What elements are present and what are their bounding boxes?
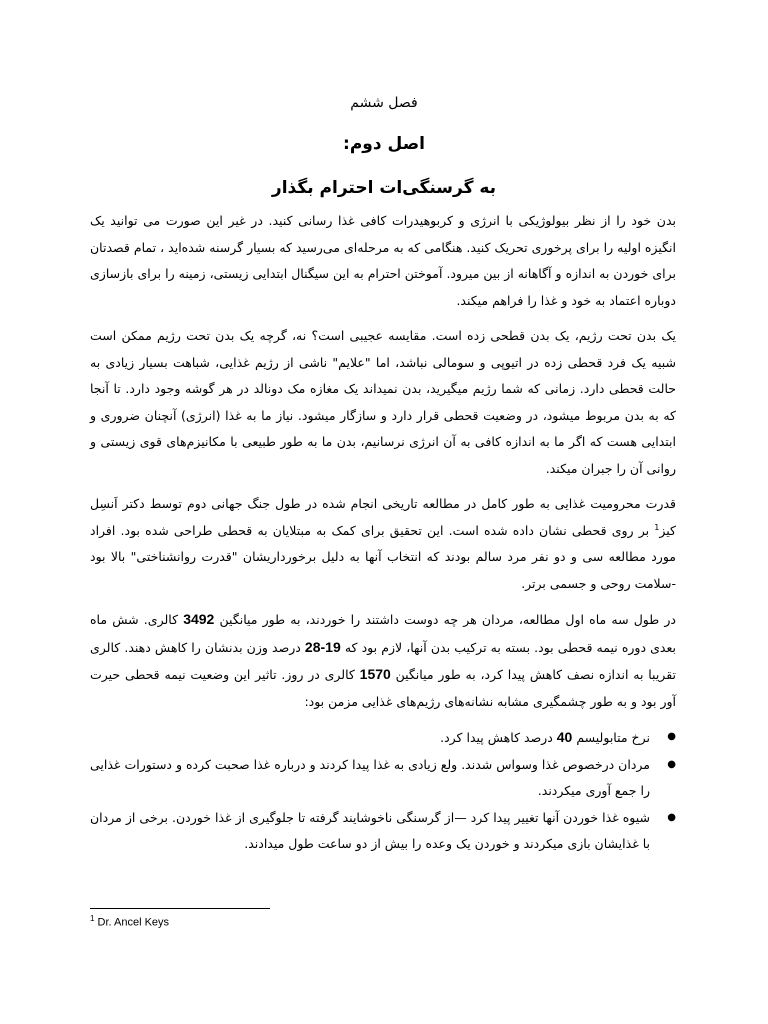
footnote-text: Dr. Ancel Keys bbox=[94, 916, 170, 929]
metabolism-decrease-value: 40 bbox=[556, 729, 573, 745]
body-text bbox=[90, 208, 676, 858]
paragraph-4-text-b: کالری. شش ماه بعدی دوره نیمه قحطی بود. بسته به ترکیب بدن آنها، لازم بود که bbox=[90, 612, 676, 655]
paragraph-4-text-a: در طول سه ماه اول مطالعه، مردان هر چه دوست داشتند را خوردند، به طور میانگین bbox=[214, 612, 676, 627]
bullet-item-obsession: ● مردان درخصوص غذا وسواس شدند. ولع زیادی به غذا پیدا کردند و درباره غذا صحبت کرده و دستورات غذایی را جمع آوری میکردند. bbox=[90, 752, 650, 805]
footnote bbox=[90, 914, 169, 929]
footnote-reference: 1 bbox=[654, 522, 660, 532]
paragraph-4-text-c: درصد وزن بدنشان را کاهش دهند. کالری تقریبا به اندازه نصف کاهش پیدا کرد، به طور میانگین bbox=[90, 639, 677, 682]
paragraph-3 bbox=[90, 491, 676, 597]
bullet-list bbox=[90, 724, 676, 858]
paragraph-1: بدن خود را از نظر بیولوژیکی با انرژی و کربوهیدرات کافی غذا رسانی کنید. در غیر این صورت می توانید یک انگیزه اولیه را برای پرخوری تحریک کنید. هنگامی که به مرحله‌ای می‌رسید که بسیار گرسنه شده‌اید ، تمام قصدتان برای خوردن به اندازه و آگاهانه از بین میرود. آموختن احترام به این سیگنال ابتدایی زیستی، زمینه را برای بازسازی دوباره اعتماد به خود و غذا را فراهم میکند. bbox=[90, 213, 676, 308]
paragraph-4-text-d: کالری در روز. تاثیر این وضعیت نیمه قحطی حیرت آور بود و به طور چشمگیری مشابه نشانه‌های رژیم‌های غذایی مزمن بود: bbox=[90, 667, 676, 709]
calories-reduced-value: 1570 bbox=[359, 666, 391, 682]
footnote-marker: 1 bbox=[90, 914, 95, 923]
paragraph-3-text-b: بر روی قحطی نشان داده شده است. این تحقیق برای کمک به مبتلایان به قحطی طراحی شده بود. افراد مورد مطالعه سی و دو نفر مرد سالم بودند که انتخاب آنها به دلیل برخورداریشان "قدرت روانشناختی" بالا بود -سلامت روحی و جسمی برتر. bbox=[90, 522, 676, 591]
principle-number-heading: اصل دوم: bbox=[343, 134, 425, 154]
bullet-1-text-b: درصد کاهش پیدا کرد. bbox=[440, 730, 557, 745]
principle-title-heading: به گرسنگی‌ات احترام بگذار bbox=[271, 178, 497, 198]
bullet-item-metabolism bbox=[90, 724, 650, 752]
paragraph-2: یک بدن تحت رژیم، یک بدن قطحی زده است. مقایسه عجیبی است؟ نه، گرچه یک بدن تحت رژیم ممکن است شبیه یک فرد قحطی زده در اتیوپی و سومالی نباشد، اما "علایم" ناشی از رژیم غذایی، شباهت بسیار زیادی به حالت قحطی دارد. زمانی که شما رژیم میگیرید، بدن نمیداند یک مغازه مک دونالد در هر گوشه وجود دارد. تا آنجا که به بدن مربوط میشود، در وضعیت قحطی قرار دارد و سازگار میشود. نیاز ما به غذا (انرژی) آنچنان ضروری و ابتدایی هست که اگر ما به اندازه کافی به آن انرژی نرسانیم، بدن ما به طور طبیعی با مکانیزم‌های قوی زیستی و روانی آن را جبران میکند. bbox=[90, 328, 676, 476]
chapter-label: فصل ششم bbox=[350, 95, 418, 111]
paragraph-3-text-a: قدرت محرومیت غذایی به طور کامل در مطالعه تاریخی انجام شده در طول جنگ جهانی دوم توسط دکتر اَنسِل کیز bbox=[90, 496, 676, 538]
bullet-1-text-a: نرخ متابولیسم bbox=[572, 730, 650, 745]
footnote-separator bbox=[90, 908, 270, 909]
paragraph-4 bbox=[90, 606, 676, 715]
bullet-item-eating-style: ● شیوه غذا خوردن آنها تغییر پیدا کرد —از گرسنگی ناخوشایند گرفته تا جلوگیری از غذا خوردن. برخی از مردان با غذایشان بازی میکردند و خوردن یک وعده را بیش از دو ساعت طول میدادند. bbox=[90, 805, 650, 858]
calories-baseline-value: 3492 bbox=[183, 611, 215, 627]
weight-loss-range-value: 28-19 bbox=[304, 638, 341, 655]
